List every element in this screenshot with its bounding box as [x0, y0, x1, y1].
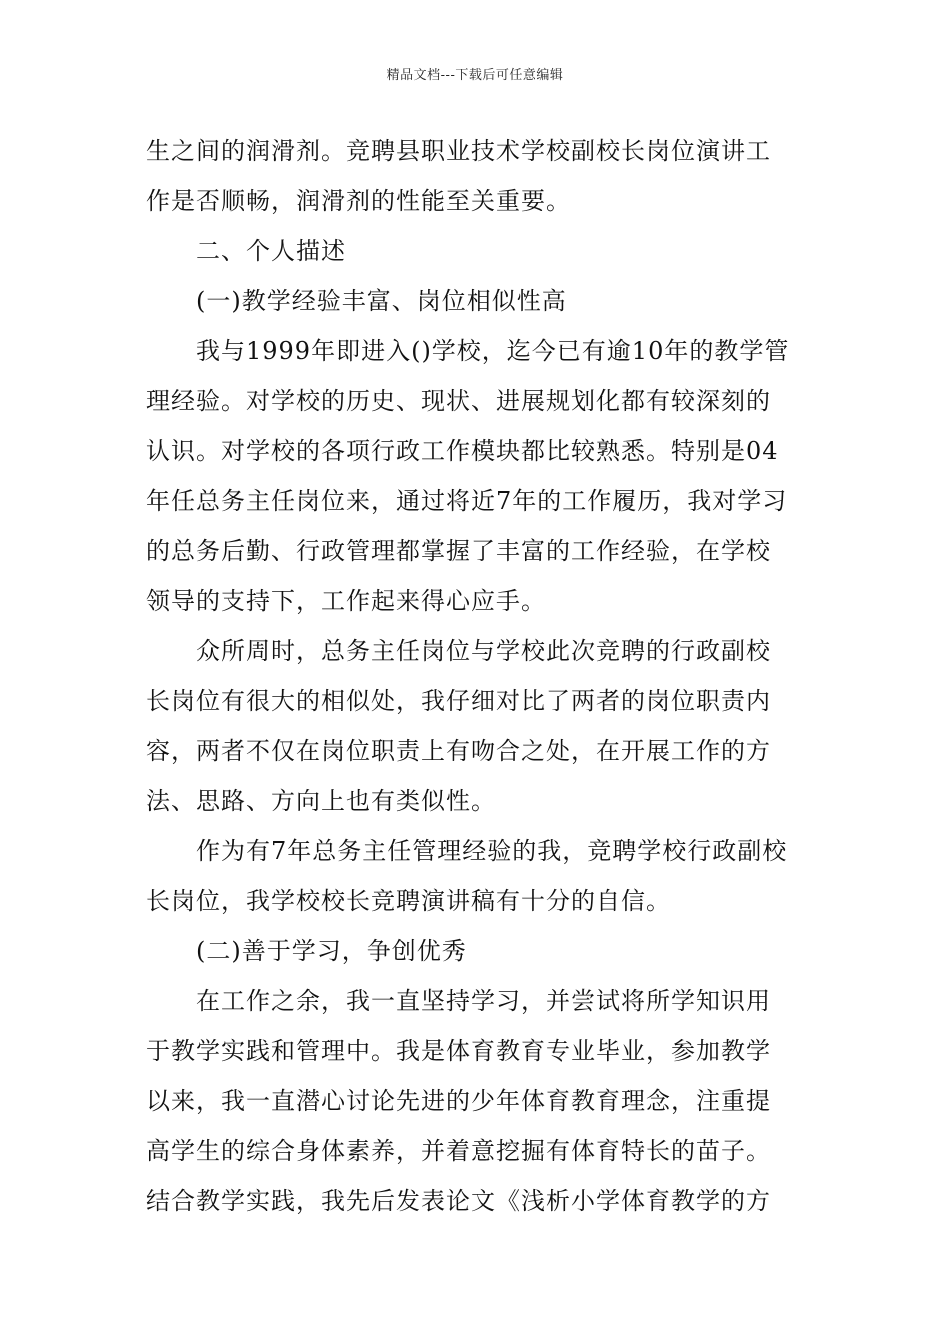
body-line: 的总务后勤、行政管理都掌握了丰富的工作经验，在学校 [146, 537, 771, 565]
body-line: 长岗位有很大的相似处，我仔细对比了两者的岗位职责内 [146, 687, 771, 715]
body-line: 生之间的润滑剂。竞聘县职业技术学校副校长岗位演讲工 [146, 137, 771, 165]
body-line: 高学生的综合身体素养，并着意挖掘有体育特长的苗子。 [146, 1137, 771, 1165]
body-line: 作为有7年总务主任管理经验的我，竞聘学校行政副校 [196, 837, 788, 865]
document-body [146, 126, 810, 1226]
page-header: 精品文档---下载后可任意编辑 [386, 68, 564, 83]
body-line: 众所周时，总务主任岗位与学校此次竞聘的行政副校 [196, 637, 771, 665]
subsection-heading: (一)教学经验丰富、岗位相似性高 [196, 287, 567, 315]
body-line: 在工作之余，我一直坚持学习，并尝试将所学知识用 [196, 987, 771, 1015]
body-line: 年任总务主任岗位来，通过将近7年的工作履历，我对学习 [146, 487, 788, 515]
body-line: 作是否顺畅，润滑剂的性能至关重要。 [146, 187, 571, 215]
body-line: 领导的支持下，工作起来得心应手。 [146, 587, 546, 615]
body-line: 法、思路、方向上也有类似性。 [146, 787, 496, 815]
body-line: 于教学实践和管理中。我是体育教育专业毕业，参加教学 [146, 1037, 771, 1065]
body-line: 以来，我一直潜心讨论先进的少年体育教育理念，注重提 [146, 1087, 771, 1115]
section-heading: 二、个人描述 [196, 237, 346, 265]
body-line: 长岗位，我学校校长竞聘演讲稿有十分的自信。 [146, 887, 671, 915]
body-line: 理经验。对学校的历史、现状、进展规划化都有较深刻的 [146, 387, 771, 415]
body-line: 容，两者不仅在岗位职责上有吻合之处，在开展工作的方 [146, 737, 771, 765]
body-line: 认识。对学校的各项行政工作模块都比较熟悉。特别是04 [146, 437, 779, 465]
body-line: 我与1999年即进入()学校，迄今已有逾10年的教学管 [196, 337, 790, 365]
subsection-heading: (二)善于学习，争创优秀 [196, 937, 467, 965]
body-line: 结合教学实践，我先后发表论文《浅析小学体育教学的方 [146, 1187, 771, 1215]
